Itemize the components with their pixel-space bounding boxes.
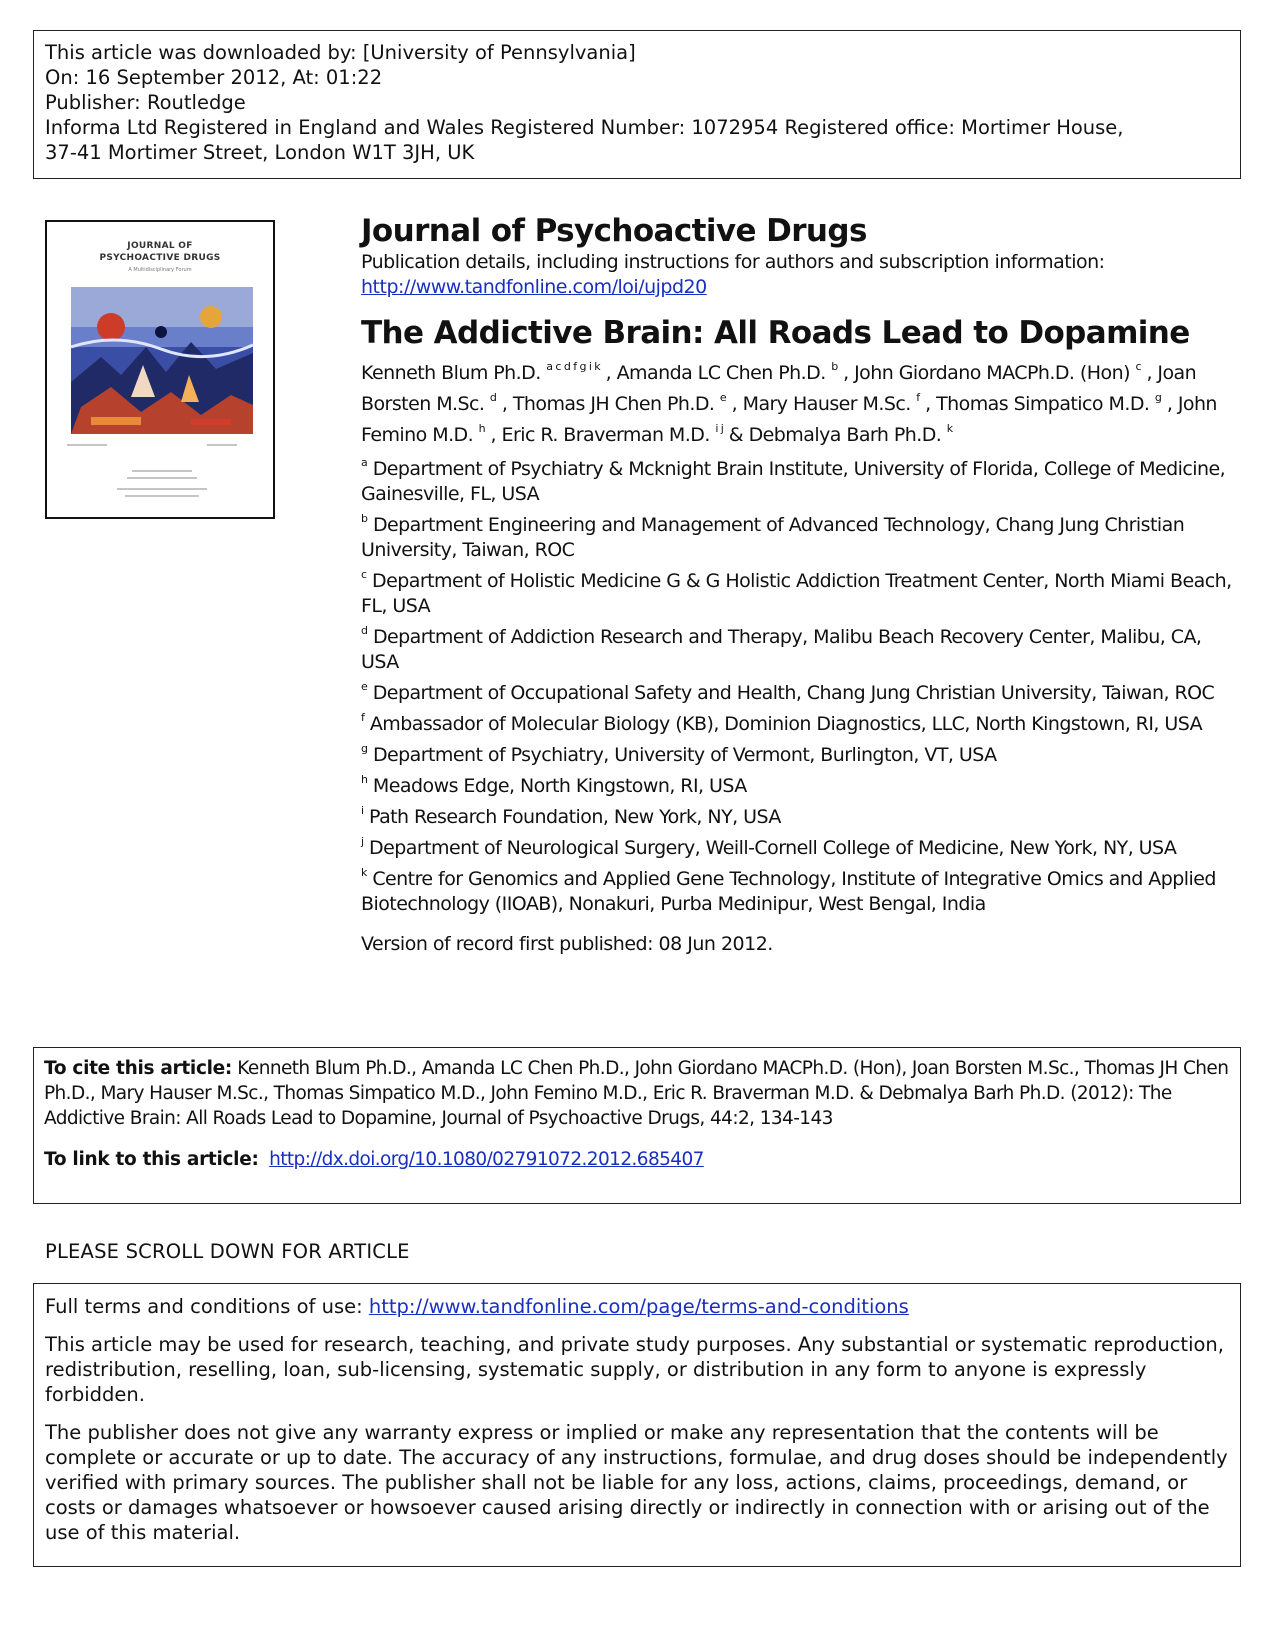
cover-title-line: JOURNAL OF — [127, 241, 193, 251]
publication-details: Publication details, including instructions for authors and subscription information: — [361, 251, 1105, 273]
cover-artwork — [71, 287, 253, 434]
author-affiliation-marker: g — [1154, 391, 1162, 404]
affiliation-item — [361, 569, 1241, 619]
journal-cover-image — [45, 220, 275, 519]
cover-text-line — [127, 477, 197, 479]
author-affiliation-marker: e — [719, 391, 727, 404]
journal-title: Journal of Psychoactive Drugs — [361, 213, 867, 249]
affiliation-item — [361, 867, 1241, 917]
author-affiliation-marker: h — [478, 422, 486, 435]
cover-text-line — [132, 470, 192, 472]
affiliation-item — [361, 681, 1241, 706]
affiliation-text: Department of Occupational Safety and Health, Chang Jung Christian University, Taiwan, ROC — [372, 682, 1215, 704]
author-name: Amanda LC Chen Ph.D. — [616, 362, 826, 384]
download-line: This article was downloaded by: [University of Pennsylvania] — [45, 41, 636, 64]
affiliation-marker: b — [361, 512, 368, 525]
terms-box — [33, 1283, 1241, 1567]
scroll-notice: PLEASE SCROLL DOWN FOR ARTICLE — [45, 1240, 410, 1263]
author-name: Debmalya Barh Ph.D. — [748, 424, 942, 446]
article-title: The Addictive Brain: All Roads Lead to Dopamine — [361, 315, 1190, 351]
cover-text-line — [117, 488, 207, 490]
terms-paragraph: The publisher does not give any warranty express or implied or make any representation that the contents will be complete or accurate or up to date. The accuracy of any instructions, formulae, and drug doses should be independently verified with primary sources. The publisher shall not be liable for any loss, actions, claims, proceedings, demand, or costs or damages whatsoever or howsoever caused arising directly or indirectly in connection with or arising out of the use of this material. — [45, 1421, 1228, 1544]
affiliation-marker: h — [361, 773, 368, 786]
citation-text — [44, 1056, 1230, 1131]
affiliation-marker: i — [361, 804, 364, 817]
terms-label: Full terms and conditions of use: — [45, 1295, 363, 1318]
terms-link[interactable]: http://www.tandfonline.com/page/terms-and-conditions — [368, 1295, 909, 1318]
affiliation-marker: f — [361, 711, 365, 724]
affiliation-item — [361, 805, 1241, 830]
link-label: To link to this article: — [44, 1149, 259, 1170]
author-affiliation-marker: k — [946, 422, 953, 435]
affiliation-list — [361, 457, 1241, 917]
author-affiliation-marker: d — [489, 391, 497, 404]
citation-box — [33, 1047, 1241, 1204]
affiliation-marker: g — [361, 742, 368, 755]
publisher-line: Publisher: Routledge — [45, 91, 246, 114]
affiliation-item — [361, 457, 1241, 507]
cover-text-line — [67, 444, 107, 446]
author-affiliation-marker: a c d f g i k — [546, 360, 601, 373]
cover-title-line: PSYCHOACTIVE DRUGS — [99, 253, 221, 263]
author-name: John Giordano MACPh.D. (Hon) — [854, 362, 1130, 384]
affiliation-text: Centre for Genomics and Applied Gene Technology, Institute of Integrative Omics and Applied Biotechnology (IIOAB), Nonakuri, Purba Medinipur, West Bengal, India — [361, 868, 1216, 915]
affiliation-text: Ambassador of Molecular Biology (KB), Dominion Diagnostics, LLC, North Kingstown, RI, USA — [369, 713, 1203, 735]
article-metadata — [361, 212, 1241, 955]
author-name: Thomas Simpatico M.D. — [936, 393, 1150, 415]
affiliation-item — [361, 774, 1241, 799]
terms-line — [45, 1294, 1229, 1319]
address-line: 37-41 Mortimer Street, London W1T 3JH, UK — [45, 141, 475, 164]
author-name: John Femino M.D. — [361, 393, 1217, 446]
cover-text-line — [207, 444, 237, 446]
affiliation-text: Department of Psychiatry & Mcknight Brain Institute, University of Florida, College of Medicine, Gainesville, FL, USA — [361, 458, 1226, 505]
affiliation-text: Path Research Foundation, New York, NY, USA — [369, 806, 781, 828]
terms-paragraph: This article may be used for research, teaching, and private study purposes. Any substantial or systematic reproduction, redistribution, reselling, loan, sub-licensing, systematic supply, or distribution in any form to anyone is expressly forbidden. — [45, 1333, 1224, 1406]
author-name: Thomas JH Chen Ph.D. — [512, 393, 715, 415]
author-affiliation-marker: f — [916, 391, 920, 404]
citation-body: Kenneth Blum Ph.D., Amanda LC Chen Ph.D., John Giordano MACPh.D. (Hon), Joan Borsten M.Sc., Thomas JH Chen Ph.D., Mary Hauser M.Sc., Thomas Simpatico M.D., John Femino M.D., Eric R. Braverman M.D. & Debmalya Barh Ph.D. (2012): The Addictive Brain: All Roads Lead to Dopamine, Journal of Psychoactive Drugs, 44:2, 134-143 — [44, 1058, 1229, 1129]
author-name: Eric R. Braverman M.D. — [501, 424, 710, 446]
affiliation-text: Department of Holistic Medicine G & G Holistic Addiction Treatment Center, North Miami Beach, FL, USA — [361, 570, 1232, 617]
affiliation-marker: j — [361, 835, 364, 848]
affiliation-marker: c — [361, 568, 367, 581]
affiliation-item — [361, 625, 1241, 675]
version-of-record: Version of record first published: 08 Jun 2012. — [361, 933, 773, 955]
affiliation-item — [361, 836, 1241, 861]
author-list: Kenneth Blum Ph.D. $^{a c d f g i k}$ , Amanda LC Chen Ph.D. $^b$ , John Giordano MACPh.D. (Hon) $^c$ , Joan Borsten M.Sc. $^d$ , Thomas JH Chen Ph.D. $^e$ , Mary Hauser M.Sc. $^f$ , Thomas Simpatico M.D. $^g$ , John Femino M.D. $^h$ , Eric R. Braverman M.D. $^{i j}$ & Debmalya Barh Ph.D. $^k$ — [361, 360, 1217, 446]
affiliation-marker: d — [361, 624, 368, 637]
download-info-box — [33, 30, 1241, 179]
affiliation-text: Department of Addiction Research and Therapy, Malibu Beach Recovery Center, Malibu, CA, USA — [361, 626, 1202, 673]
author-name: Kenneth Blum Ph.D. — [361, 362, 541, 384]
affiliation-item — [361, 743, 1241, 768]
affiliation-item — [361, 712, 1241, 737]
author-name: Mary Hauser M.Sc. — [742, 393, 911, 415]
affiliation-item — [361, 513, 1241, 563]
cite-label: To cite this article: — [44, 1058, 233, 1079]
affiliation-text: Meadows Edge, North Kingstown, RI, USA — [372, 775, 747, 797]
author-affiliation-marker: i j — [715, 422, 724, 435]
affiliation-text: Department Engineering and Management of Advanced Technology, Chang Jung Christian University, Taiwan, ROC — [361, 514, 1185, 561]
cover-text-line — [125, 495, 199, 497]
affiliation-marker: e — [361, 680, 368, 693]
download-date-line: On: 16 September 2012, At: 01:22 — [45, 66, 383, 89]
affiliation-marker: a — [361, 456, 368, 469]
article-link-line — [44, 1147, 1230, 1172]
author-name: Joan Borsten M.Sc. — [361, 362, 1197, 415]
doi-link[interactable]: http://dx.doi.org/10.1080/02791072.2012.685407 — [269, 1149, 704, 1170]
registration-line: Informa Ltd Registered in England and Wales Registered Number: 1072954 Registered office: Mortimer House, — [45, 116, 1124, 139]
journal-link[interactable]: http://www.tandfonline.com/loi/ujpd20 — [361, 276, 707, 298]
affiliation-text: Department of Neurological Surgery, Weill-Cornell College of Medicine, New York, NY, USA — [369, 837, 1177, 859]
author-affiliation-marker: b — [831, 360, 838, 373]
affiliation-text: Department of Psychiatry, University of Vermont, Burlington, VT, USA — [372, 744, 997, 766]
author-affiliation-marker: c — [1135, 360, 1141, 373]
affiliation-marker: k — [361, 866, 367, 879]
cover-subtitle: A Multidisciplinary Forum — [128, 267, 192, 273]
